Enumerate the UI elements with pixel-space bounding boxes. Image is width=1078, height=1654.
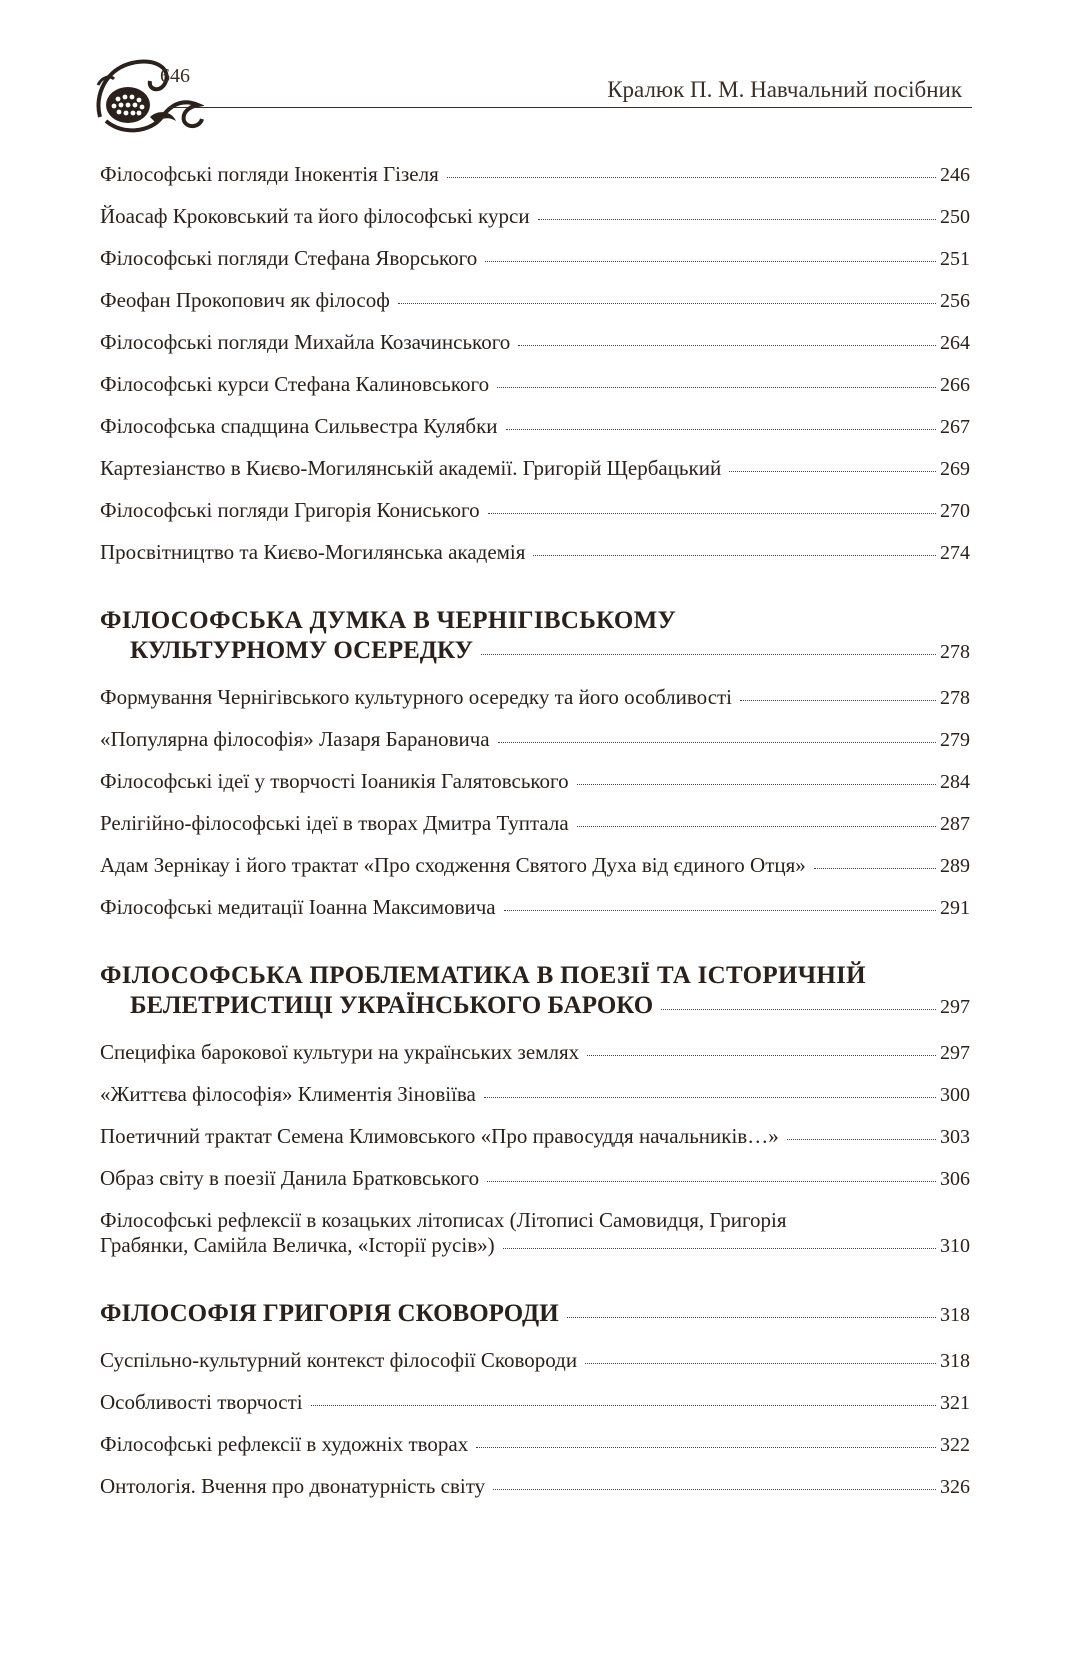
toc-entry-title: Філософські погляди Михайла Козачинського: [100, 330, 511, 354]
leader-dots: [506, 429, 936, 430]
leader-dots: [787, 1139, 936, 1140]
toc-entry-title: Образ світу в поезії Данила Братковського: [100, 1166, 480, 1190]
toc-entry-page: 267: [940, 416, 970, 438]
toc-entry-title: Філософські погляди Григорія Кониського: [100, 498, 480, 522]
leader-dots: [476, 1447, 936, 1448]
toc-entry-title: Філософські погляди Стефана Яворського: [100, 246, 478, 270]
section-title-line1: ФІЛОСОФСЬКА ПРОБЛЕМАТИКА В ПОЕЗІЇ ТА ІСТОРИЧНІЙ: [100, 962, 866, 989]
toc-entry-page: 287: [940, 813, 970, 835]
table-of-contents: [100, 162, 970, 1500]
section-title-line1: ФІЛОСОФСЬКА ДУМКА В ЧЕРНІГІВСЬКОМУ: [100, 607, 677, 634]
toc-entry-title: Онтологія. Вчення про двонатурність світу: [100, 1474, 486, 1498]
leader-dots: [567, 1317, 936, 1318]
toc-entry: [100, 1348, 970, 1374]
toc-entry: [100, 330, 970, 356]
toc-entry: [100, 204, 970, 230]
toc-entry-page: 300: [940, 1084, 970, 1106]
toc-entry-title: «Життєва філософія» Климентія Зіновіїва: [100, 1082, 476, 1106]
toc-entry-page: 284: [940, 771, 970, 793]
leader-dots: [481, 654, 936, 655]
toc-section-heading: [100, 961, 970, 1022]
leader-dots: [493, 1489, 936, 1490]
toc-entry-page: 250: [940, 206, 970, 228]
toc-entry-title: Філософська спадщина Сильвестра Кулябки: [100, 414, 498, 438]
toc-entry-page: 318: [940, 1350, 970, 1372]
leader-dots: [503, 1248, 936, 1249]
toc-entry: [100, 853, 970, 879]
leader-dots: [587, 1055, 936, 1056]
leader-dots: [311, 1405, 936, 1406]
toc-entry-title: Картезіанство в Києво-Могилянській академії. Григорій Щербацький: [100, 456, 722, 480]
toc-entry-title: Філософські медитації Іоанна Максимовича: [100, 895, 496, 919]
header-rule: [168, 107, 972, 108]
toc-entry-wrapped: [100, 1208, 970, 1259]
toc-entry-title: Філософські погляди Інокентія Гізеля: [100, 162, 439, 186]
toc-entry-page: 264: [940, 332, 970, 354]
leader-dots: [518, 345, 936, 346]
toc-entry-title: Адам Зернікау і його трактат «Про сходження Святого Духа від єдиного Отця»: [100, 853, 806, 877]
toc-entry-title: Філософські ідеї у творчості Іоаникія Галятовського: [100, 769, 569, 793]
toc-entry: [100, 372, 970, 398]
toc-entry-page: 256: [940, 290, 970, 312]
toc-entry-page: 278: [940, 687, 970, 709]
toc-entry-page: 297: [940, 1042, 970, 1064]
toc-entry-title: Особливості творчості: [100, 1390, 303, 1414]
toc-entry-title: Філософські рефлексії в художніх творах: [100, 1432, 469, 1456]
toc-entry-page: 270: [940, 500, 970, 522]
section-title-line2: КУЛЬТУРНОМУ ОСЕРЕДКУ: [130, 637, 473, 664]
toc-entry: [100, 498, 970, 524]
toc-entry-page: 266: [940, 374, 970, 396]
leader-dots: [533, 555, 936, 556]
toc-entry-page: 246: [940, 164, 970, 186]
toc-entry-page: 289: [940, 855, 970, 877]
leader-dots: [487, 1181, 936, 1182]
toc-entry: [100, 895, 970, 921]
leader-dots: [488, 513, 936, 514]
section-title: ФІЛОСОФІЯ ГРИГОРІЯ СКОВОРОДИ: [100, 1300, 559, 1327]
toc-entry: [100, 1432, 970, 1458]
toc-entry: [100, 727, 970, 753]
toc-entry: [100, 1124, 970, 1150]
toc-entry: [100, 162, 970, 188]
toc-entry: [100, 1233, 970, 1259]
page-header: [92, 55, 972, 170]
toc-entry: [100, 414, 970, 440]
leader-dots: [485, 261, 936, 262]
section-title-line2: БЕЛЕТРИСТИЦІ УКРАЇНСЬКОГО БАРОКО: [130, 992, 654, 1019]
section-page: 318: [940, 1304, 970, 1326]
section-page: 278: [940, 641, 970, 663]
toc-section-heading: [100, 1299, 970, 1330]
toc-entry-page: 322: [940, 1434, 970, 1456]
section-page: 297: [940, 996, 970, 1018]
leader-dots: [585, 1363, 936, 1364]
toc-entry-page: 269: [940, 458, 970, 480]
toc-entry-title-line2: Грабянки, Самійла Величка, «Історії русів»): [100, 1233, 495, 1257]
toc-entry: [100, 456, 970, 482]
toc-entry-title: Філософські курси Стефана Калиновського: [100, 372, 490, 396]
toc-entry: [100, 1166, 970, 1192]
leader-dots: [577, 826, 936, 827]
toc-entry-page: 310: [940, 1235, 970, 1257]
toc-entry: [100, 685, 970, 711]
section-title-entry: [100, 1299, 970, 1330]
toc-entry-title: Формування Чернігівського культурного осередку та його особливості: [100, 685, 733, 709]
toc-entry: [100, 1390, 970, 1416]
toc-entry-page: 303: [940, 1126, 970, 1148]
toc-entry-page: 251: [940, 248, 970, 270]
section-title-entry: [100, 636, 970, 667]
toc-entry-title: Суспільно-культурний контекст філософії Сковороди: [100, 1348, 578, 1372]
toc-entry-page: 274: [940, 542, 970, 564]
toc-section-heading: [100, 606, 970, 667]
toc-entry: [100, 1474, 970, 1500]
leader-dots: [484, 1097, 936, 1098]
leader-dots: [398, 303, 936, 304]
toc-entry-title: «Популярна філософія» Лазаря Барановича: [100, 727, 490, 751]
page-number: 646: [160, 65, 190, 87]
toc-entry-title: Феофан Прокопович як філософ: [100, 288, 390, 312]
running-title: Кралюк П. М. Навчальний посібник: [607, 77, 962, 102]
leader-dots: [814, 868, 936, 869]
toc-entry-title: Релігійно-філософські ідеї в творах Дмитра Туптала: [100, 811, 569, 835]
toc-entry-page: 321: [940, 1392, 970, 1414]
leader-dots: [504, 910, 936, 911]
toc-entry-title: Поетичний трактат Семена Климовського «Про правосуддя начальників…»: [100, 1124, 779, 1148]
toc-entry: [100, 246, 970, 272]
toc-entry-page: 326: [940, 1476, 970, 1498]
leader-dots: [447, 177, 936, 178]
toc-entry-page: 306: [940, 1168, 970, 1190]
leader-dots: [661, 1009, 936, 1010]
toc-entry-title: Просвітництво та Києво-Могилянська академія: [100, 540, 526, 564]
toc-entry: [100, 811, 970, 837]
toc-entry-title-line1: Філософські рефлексії в козацьких літописах (Літописі Самовидця, Григорія: [100, 1208, 787, 1232]
section-title-entry: [100, 991, 970, 1022]
toc-entry-page: 279: [940, 729, 970, 751]
leader-dots: [497, 387, 936, 388]
leader-dots: [577, 784, 936, 785]
leader-dots: [729, 471, 936, 472]
toc-entry-title: Йоасаф Кроковський та його філософські курси: [100, 204, 530, 228]
toc-entry: [100, 769, 970, 795]
toc-entry-page: 291: [940, 897, 970, 919]
leader-dots: [740, 700, 936, 701]
toc-entry: [100, 1040, 970, 1066]
leader-dots: [498, 742, 936, 743]
toc-entry-title: Специфіка барокової культури на українських землях: [100, 1040, 580, 1064]
toc-entry: [100, 288, 970, 314]
toc-entry: [100, 1082, 970, 1108]
toc-entry: [100, 540, 970, 566]
leader-dots: [538, 219, 936, 220]
